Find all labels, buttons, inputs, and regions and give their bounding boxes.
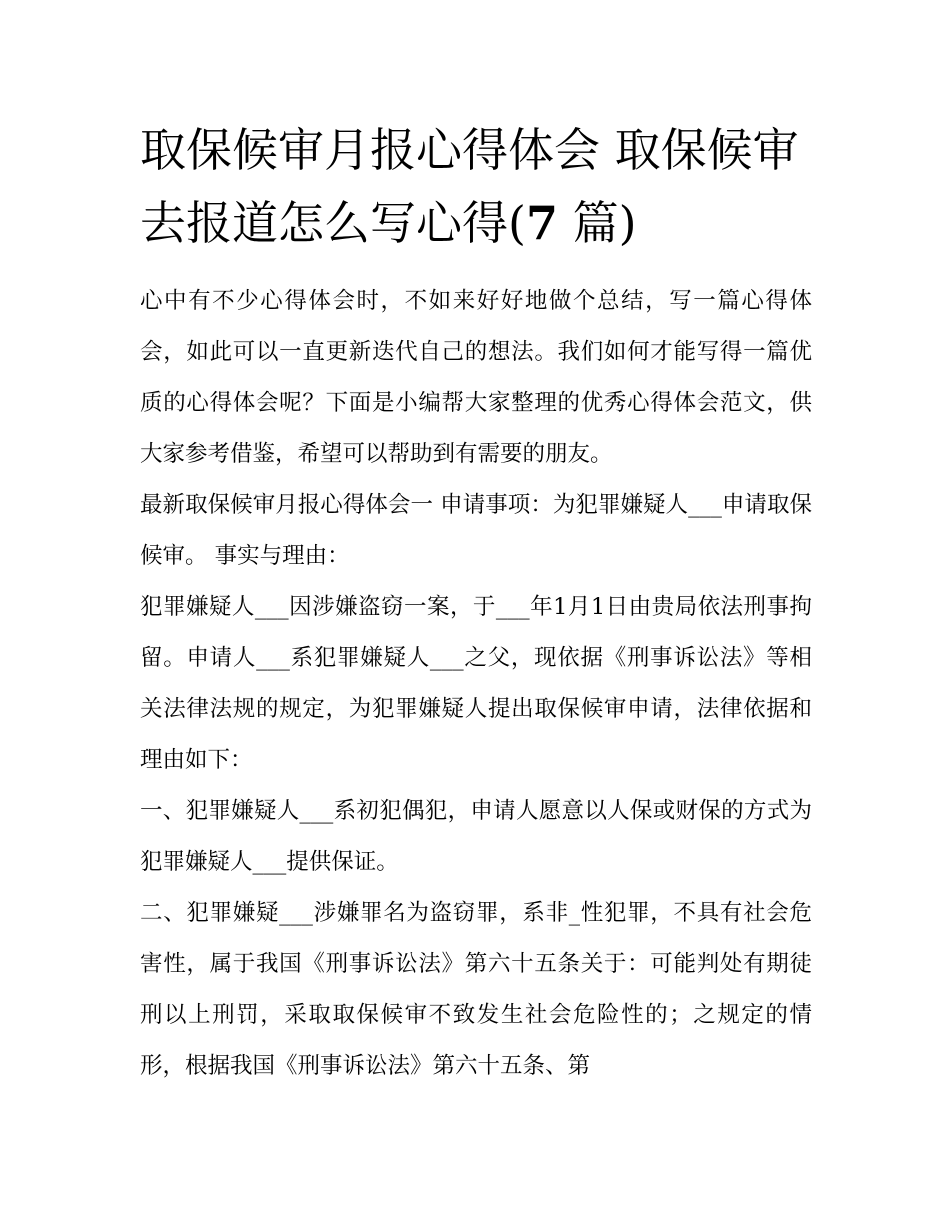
paragraph-application-matter: 最新取保候审月报心得体会一 申请事项：为犯罪嫌疑人___申请取保候审。 事实与理由： <box>140 492 812 569</box>
document-title <box>140 114 810 260</box>
document-body <box>140 276 812 1092</box>
paragraph-intro: 心中有不少心得体会时，不如来好好地做个总结，写一篇心得体会，如此可以一直更新迭代自己的想法。我们如何才能写得一篇优质的心得体会呢？下面是小编帮大家整理的优秀心得体会范文，供大家参考借鉴，希望可以帮助到有需要的朋友。 <box>140 288 812 467</box>
paragraph-reason-two: 二、犯罪嫌疑___涉嫌罪名为盗窃罪，系非_性犯罪，不具有社会危害性，属于我国《刑事诉讼法》第六十五条关于：可能判处有期徒刑以上刑罚，采取取保候审不致发生社会危险性的；之规定的情形，根据我国《刑事诉讼法》第六十五条、第 <box>140 900 812 1079</box>
title-count: 7 <box>525 196 558 250</box>
title-text-part2: 篇) <box>557 196 637 250</box>
title-text-part1: 取保候审月报心得体会 取保候审去报道怎么写心得( <box>140 123 799 250</box>
paragraph-reason-one: 一、犯罪嫌疑人___系初犯偶犯，申请人愿意以人保或财保的方式为犯罪嫌疑人___提供保证。 <box>140 798 812 875</box>
paragraph-facts: 犯罪嫌疑人___因涉嫌盗窃一案，于___年1月1日由贵局依法刑事拘留。申请人___系犯罪嫌疑人___之父，现依据《刑事诉讼法》等相关法律法规的规定，为犯罪嫌疑人提出取保候审申请，法律依据和理由如下： <box>140 594 812 773</box>
